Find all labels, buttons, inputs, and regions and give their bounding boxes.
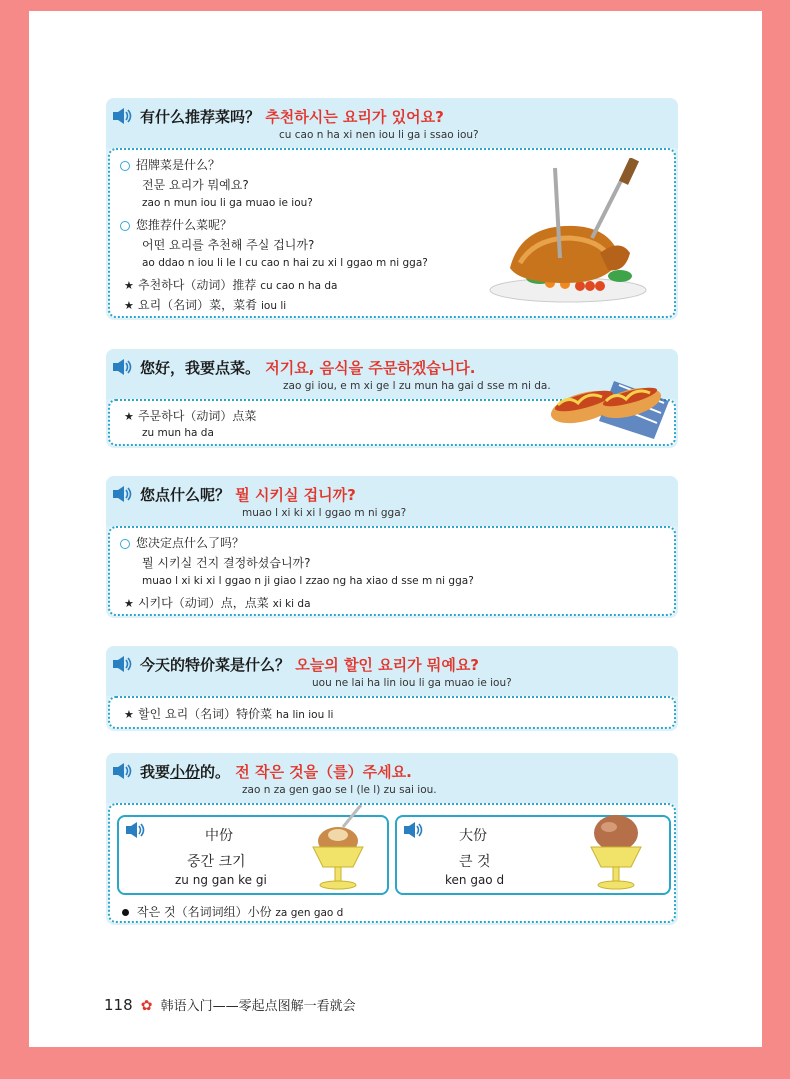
question-chinese: 我要小份的。 — [140, 763, 231, 781]
speaker-icon[interactable] — [112, 762, 134, 780]
bullet-dot-icon — [122, 909, 129, 916]
question-chinese: 今天的特价菜是什么？ — [140, 656, 291, 674]
vocab-entry: ★ 할인 요리（名词）特价菜 ha lin iou li — [124, 707, 334, 721]
roast-chicken-illustration — [480, 158, 650, 308]
question-romanization: zao gi iou, e m xi ge l zu mun ha gai d sse m ni da. — [283, 380, 551, 392]
vocab-romanization: zu mun ha da — [142, 427, 214, 439]
vocab-entry: 작은 것（名词词组）小份 za gen gao d — [122, 903, 343, 920]
question-korean: 저기요, 음식을 주문하겠습니다. — [265, 359, 476, 377]
size-chinese: 中份 — [205, 828, 233, 844]
question-line — [140, 357, 475, 378]
phrase-card-5 — [106, 753, 678, 925]
question-chinese: 您点什么呢？ — [140, 486, 231, 504]
question-line — [140, 654, 479, 675]
page-footer — [104, 995, 356, 1014]
circle-bullet-icon — [120, 221, 130, 231]
vocab-entry: ★ 추천하다（动词）推荐 cu cao n ha da — [124, 278, 338, 292]
question-korean: 뭘 시키실 겁니까? — [235, 486, 356, 504]
vocab-entry: ★ 시키다（动词）点，点菜 xi ki da — [124, 596, 311, 610]
size-chinese: 大份 — [459, 828, 487, 844]
speaker-icon[interactable] — [112, 358, 134, 376]
size-romanization: ken gao d — [445, 873, 505, 887]
speaker-icon[interactable] — [403, 821, 425, 839]
card-header — [106, 476, 678, 526]
example-romanization: muao l xi ki xi l ggao n ji giao l zzao ng ha xiao d sse m ni gga? — [142, 575, 474, 587]
card-body — [108, 696, 676, 729]
star-icon: ★ — [124, 279, 134, 292]
hotdog-illustration — [544, 361, 674, 441]
question-korean: 전 작은 것을（를）주세요. — [235, 763, 412, 781]
size-option-large — [395, 815, 671, 895]
card-header — [106, 753, 678, 803]
example-chinese: 您推荐什么菜呢？ — [120, 216, 232, 233]
size-option-medium — [117, 815, 389, 895]
question-romanization: zao n za gen gao se l (le l) zu sai iou. — [242, 784, 437, 796]
book-title: 韩语入门——零起点图解一看就会 — [160, 999, 356, 1014]
phrase-card-2 — [106, 349, 678, 448]
speaker-icon[interactable] — [125, 821, 147, 839]
speaker-icon[interactable] — [112, 107, 134, 125]
speaker-icon[interactable] — [112, 485, 134, 503]
question-chinese: 您好，我要点菜。 — [140, 359, 261, 377]
question-romanization: cu cao n ha xi nen iou li ga i ssao iou? — [279, 129, 479, 141]
vocab-entry: ★ 요리（名词）菜，菜肴 iou li — [124, 298, 287, 312]
speaker-icon[interactable] — [112, 655, 134, 673]
example-romanization: ao ddao n iou li le l cu cao n hai zu xi l ggao m ni gga? — [142, 257, 428, 269]
card-header — [106, 646, 678, 696]
phrase-card-1 — [106, 98, 678, 320]
question-chinese: 有什么推荐菜吗？ — [140, 108, 261, 126]
phrase-card-4 — [106, 646, 678, 731]
example-chinese: 招牌菜是什么？ — [120, 156, 220, 173]
question-korean: 추천하시는 요리가 있어요? — [265, 108, 444, 126]
question-korean: 오늘의 할인 요리가 뭐예요? — [295, 656, 480, 674]
question-line — [140, 761, 412, 782]
circle-bullet-icon — [120, 539, 130, 549]
size-korean: 큰 것 — [459, 854, 491, 870]
vocab-entry: ★ 주문하다（动词）点菜 — [124, 409, 257, 423]
ice-cream-cup-illustration — [583, 805, 653, 893]
circle-bullet-icon — [120, 161, 130, 171]
star-icon: ★ — [124, 597, 134, 610]
star-icon: ★ — [124, 299, 134, 312]
sundae-cup-illustration — [305, 805, 375, 893]
question-romanization: uou ne lai ha lin iou li ga muao ie iou? — [312, 677, 512, 689]
card-body — [108, 148, 676, 318]
example-romanization: zao n mun iou li ga muao ie iou? — [142, 197, 313, 209]
example-korean: 어떤 요리를 추천해 주실 겁니까? — [142, 238, 315, 252]
example-korean: 전문 요리가 뭐예요? — [142, 178, 249, 192]
question-romanization: muao l xi ki xi l ggao m ni gga? — [242, 507, 407, 519]
star-icon: ★ — [124, 410, 134, 423]
question-line — [140, 484, 356, 505]
question-line — [140, 106, 444, 127]
size-romanization: zu ng gan ke gi — [175, 873, 267, 887]
phrase-card-3 — [106, 476, 678, 618]
example-korean: 뭘 시키실 건지 결정하셨습니까? — [142, 556, 311, 570]
page-number: 118 — [104, 996, 133, 1014]
star-icon: ★ — [124, 708, 134, 721]
card-header — [106, 98, 678, 148]
example-chinese: 您决定点什么了吗？ — [120, 534, 244, 551]
flower-icon: ✿ — [140, 998, 153, 1014]
card-body — [108, 526, 676, 616]
size-korean: 중간 크기 — [187, 854, 246, 870]
